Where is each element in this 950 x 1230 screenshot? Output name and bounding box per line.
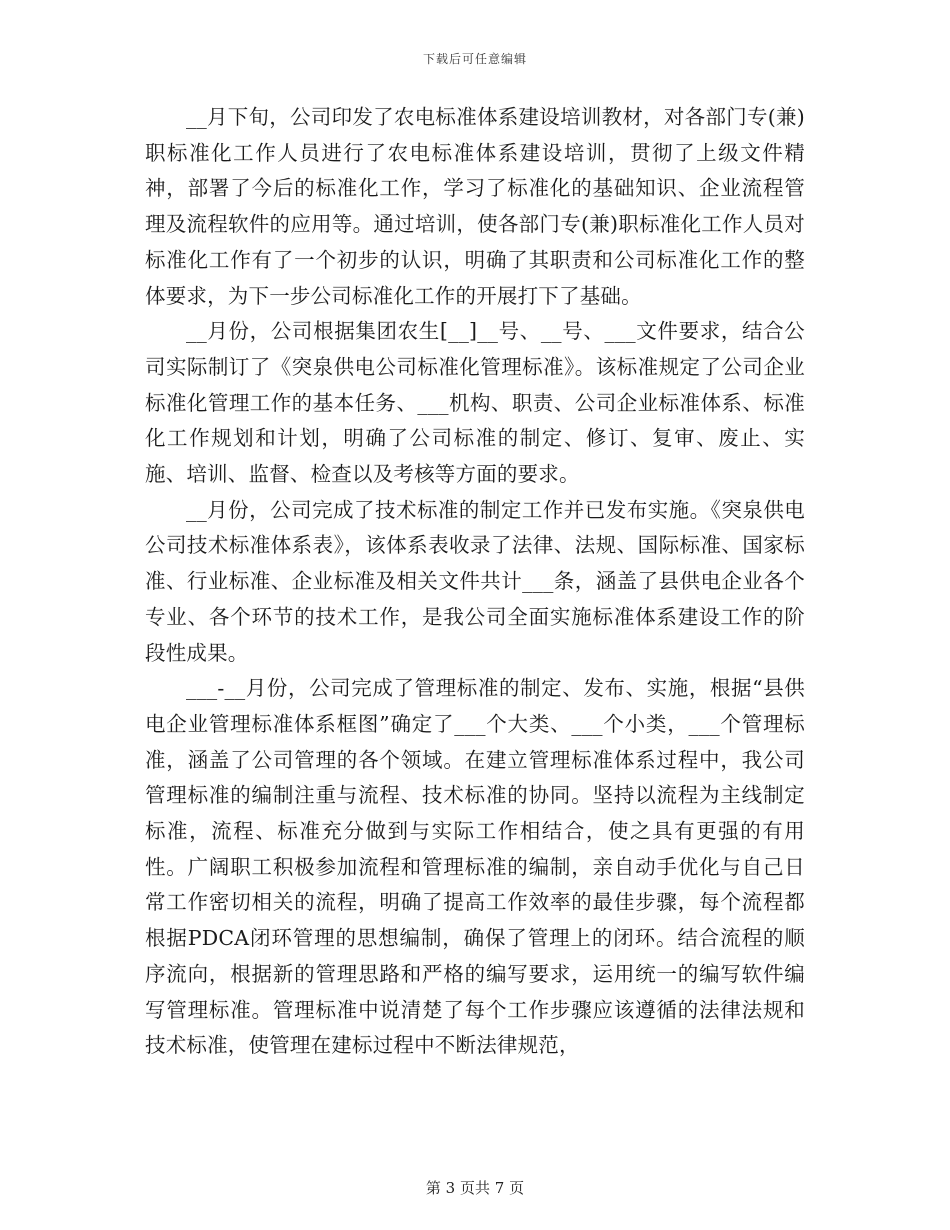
paragraph-technical-standard: __月份，公司完成了技术标准的制定工作并已发布实施。《突泉供电公司技术标准体系表》，该体系表收录了法律、法规、国际标准、国家标准、行业标准、企业标准及相关文件共计___条，涵盖了县供电企业各个专业、各个环节的技术工作，是我公司全面实施标准体系建设工作的阶段性成果。: [145, 497, 805, 665]
document-body: [145, 100, 805, 1064]
page-header: 下载后可任意编辑: [422, 52, 527, 66]
paragraph-training: __月下旬，公司印发了农电标准体系建设培训教材，对各部门专(兼)职标准化工作人员进行了农电标准体系建设培训，贯彻了上级文件精神，部署了今后的标准化工作，学习了标准化的基础知识、企业流程管理及流程软件的应用等。通过培训，使各部门专(兼)职标准化工作人员对标准化工作有了一个初步的认识，明确了其职责和公司标准化工作的整体要求，为下一步公司标准化工作的开展打下了基础。: [145, 105, 805, 308]
page-number: 第 3 页共 7 页: [425, 1179, 525, 1197]
paragraph-management-system: ___-__月份，公司完成了管理标准的制定、发布、实施，根据“县供电企业管理标准体系框图”确定了___个大类、___个小类，___个管理标准，涵盖了公司管理的各个领域。在建立管理标准体系过程中，我公司管理标准的编制注重与流程、技术标准的协同。坚持以流程为主线制定标准，流程、标准充分做到与实际工作相结合，使之具有更强的有用性。广阔职工积极参加流程和管理标准的编制，亲自动手优化与自己日常工作密切相关的流程，明确了提高工作效率的最佳步骤，每个流程都根据PDCA闭环管理的思想编制，确保了管理上的闭环。结合流程的顺序流向，根据新的管理思路和严格的编写要求，运用统一的编写软件编写管理标准。管理标准中说清楚了每个工作步骤应该遵循的法律法规和技术标准，使管理在建标过程中不断法律规范，: [145, 676, 805, 1058]
paragraph-management-standard: __月份，公司根据集团农生[__]__号、__号、___文件要求，结合公司实际制订了《突泉供电公司标准化管理标准》。该标准规定了公司企业标准化管理工作的基本任务、___机构、职责、公司企业标准体系、标准化工作规划和计划，明确了公司标准的制定、修订、复审、废止、实施、培训、监督、检查以及考核等方面的要求。: [145, 319, 805, 487]
